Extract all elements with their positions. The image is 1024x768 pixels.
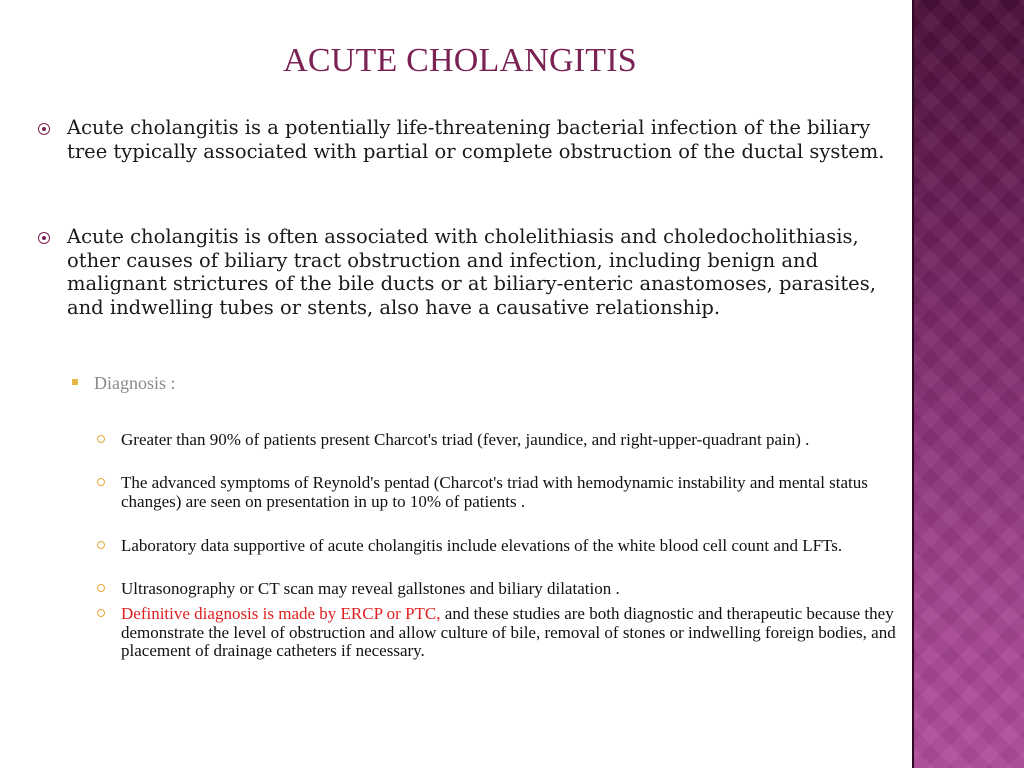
bullet-marker-icon (38, 232, 50, 244)
ring-bullet-icon (97, 584, 105, 592)
diagnosis-item: Laboratory data supportive of acute cholangitis include elevations of the white blood cell count and LFTs. (121, 536, 843, 555)
diagnosis-item: Ultrasonography or CT scan may reveal gallstones and biliary dilatation . (121, 579, 620, 598)
bullet-marker-icon (38, 123, 50, 135)
diagnosis-item: The advanced symptoms of Reynold's pentad (Charcot's triad with hemodynamic instability and mental status changes) are seen on presentation in up to 10% of patients . (121, 473, 868, 511)
diagnosis-highlight: Definitive diagnosis is made by ERCP or PTC, (121, 604, 441, 623)
diagnosis-heading: Diagnosis : (94, 373, 176, 393)
ring-bullet-icon (97, 478, 105, 486)
slide-title: ACUTE CHOLANGITIS (283, 42, 637, 79)
ring-bullet-icon (97, 609, 105, 617)
diagnosis-item: Greater than 90% of patients present Charcot's triad (fever, jaundice, and right-upper-quadrant pain) . (121, 430, 810, 449)
diagnosis-item-rest: and these studies are both diagnostic and therapeutic because they demonstrate the level of obstruction and allow culture of bile, removal of stones or indwelling foreign bodies, and placement of drainage catheters if necessary. (121, 604, 896, 660)
decorative-side-panel (912, 0, 1024, 768)
diagnosis-item (121, 605, 896, 661)
ring-bullet-icon (97, 435, 105, 443)
ring-bullet-icon (97, 541, 105, 549)
bullet-text: Acute cholangitis is often associated with cholelithiasis and choledocholithiasis, other causes of biliary tract obstruction and infection, including benign and malignant strictures of the bile ducts or at biliary-enteric anastomoses, parasites, and indwelling tubes or stents, also have a causative relationship. (67, 225, 876, 319)
bullet-text: Acute cholangitis is a potentially life-threatening bacterial infection of the biliary tree typically associated with partial or complete obstruction of the ductal system. (67, 116, 885, 163)
square-bullet-icon (72, 379, 78, 385)
